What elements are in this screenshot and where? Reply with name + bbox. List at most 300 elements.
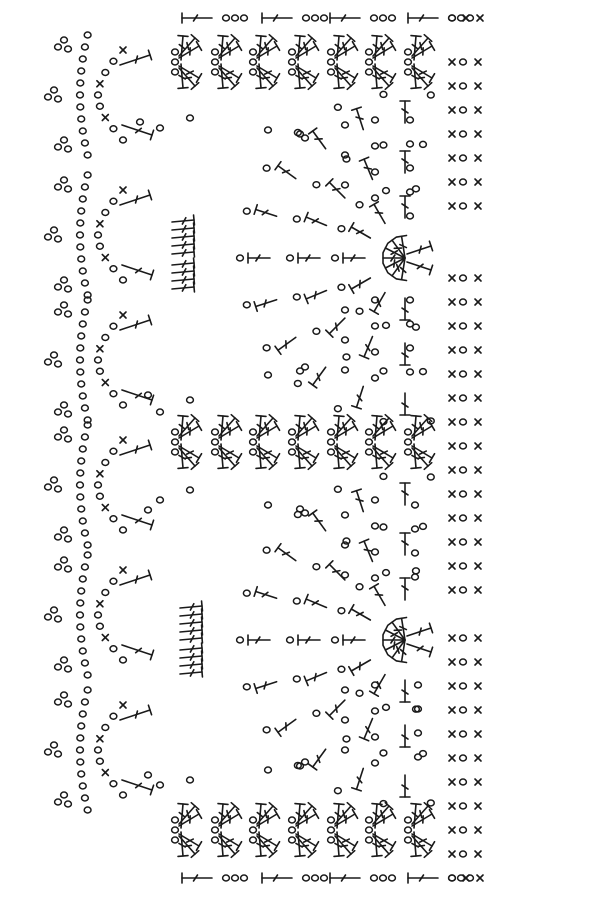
single-crochet-stitch bbox=[477, 875, 483, 881]
chain-stitch bbox=[77, 600, 84, 606]
chain-stitch bbox=[172, 837, 179, 843]
chain-stitch bbox=[250, 439, 257, 445]
double-crochet-stitch bbox=[407, 623, 433, 636]
chain-stitch bbox=[460, 299, 467, 305]
chain-stitch bbox=[77, 232, 84, 238]
chain-stitch bbox=[61, 302, 68, 308]
double-crochet-stitch bbox=[304, 594, 326, 607]
chain-stitch bbox=[302, 510, 309, 516]
double-crochet-stitch bbox=[400, 578, 410, 600]
chain-stitch bbox=[77, 345, 84, 351]
chain-stitch bbox=[460, 731, 467, 737]
chain-stitch bbox=[460, 131, 467, 137]
chain-stitch bbox=[372, 497, 379, 503]
chain-stitch bbox=[45, 749, 52, 755]
chain-stitch bbox=[303, 875, 310, 881]
chain-stitch bbox=[82, 564, 89, 570]
chain-stitch bbox=[366, 59, 373, 65]
chain-stitch bbox=[65, 566, 72, 572]
chain-stitch bbox=[293, 294, 300, 300]
chain-stitch bbox=[61, 427, 68, 433]
double-crochet-stitch bbox=[330, 873, 360, 883]
single-crochet-stitch bbox=[475, 395, 481, 401]
double-crochet-stitch bbox=[172, 223, 194, 233]
chain-stitch bbox=[78, 256, 85, 262]
single-crochet-stitch bbox=[475, 755, 481, 761]
chain-stitch bbox=[372, 734, 379, 740]
chain-stitch bbox=[250, 827, 257, 833]
chain-stitch bbox=[460, 371, 467, 377]
chain-stitch bbox=[82, 280, 89, 286]
single-crochet-stitch bbox=[475, 59, 481, 65]
double-crochet-stitch bbox=[122, 515, 154, 530]
chain-stitch bbox=[110, 646, 117, 652]
chain-stitch bbox=[172, 69, 179, 75]
double-crochet-stitch bbox=[262, 873, 292, 883]
chain-stitch bbox=[372, 549, 379, 555]
chain-stitch bbox=[303, 15, 310, 21]
double-crochet-stitch bbox=[326, 179, 345, 198]
chain-stitch bbox=[460, 683, 467, 689]
chain-stitch bbox=[332, 637, 339, 643]
chain-stitch bbox=[412, 550, 419, 556]
chain-stitch bbox=[383, 570, 390, 576]
chain-stitch bbox=[55, 284, 62, 290]
single-crochet-stitch bbox=[477, 15, 483, 21]
chain-stitch bbox=[55, 664, 62, 670]
chain-stitch bbox=[263, 345, 270, 351]
chain-stitch bbox=[460, 395, 467, 401]
double-crochet-stitch bbox=[407, 262, 433, 275]
chain-stitch bbox=[405, 837, 412, 843]
chain-stitch bbox=[61, 137, 68, 143]
chain-stitch bbox=[407, 117, 414, 123]
single-crochet-stitch bbox=[475, 155, 481, 161]
chain-stitch bbox=[343, 354, 350, 360]
double-crochet-stitch bbox=[275, 719, 296, 736]
single-crochet-stitch bbox=[475, 299, 481, 305]
single-crochet-stitch bbox=[449, 563, 455, 569]
chain-stitch bbox=[82, 660, 89, 666]
double-crochet-stitch bbox=[180, 633, 202, 643]
double-crochet-stitch bbox=[400, 151, 410, 173]
double-crochet-stitch bbox=[370, 202, 385, 224]
double-crochet-stitch bbox=[352, 386, 364, 408]
chain-stitch bbox=[293, 676, 300, 682]
chain-stitch bbox=[145, 772, 152, 778]
chain-stitch bbox=[77, 369, 84, 375]
single-crochet-stitch bbox=[449, 203, 455, 209]
single-crochet-stitch bbox=[449, 395, 455, 401]
chain-stitch bbox=[78, 381, 85, 387]
chain-stitch bbox=[287, 637, 294, 643]
chain-stitch bbox=[289, 439, 296, 445]
chain-stitch bbox=[380, 91, 387, 97]
chain-stitch bbox=[110, 391, 117, 397]
double-crochet-stitch bbox=[349, 223, 371, 238]
single-crochet-stitch bbox=[475, 179, 481, 185]
chain-stitch bbox=[212, 69, 219, 75]
double-crochet-stitch bbox=[400, 343, 410, 365]
chain-stitch bbox=[82, 405, 89, 411]
chain-stitch bbox=[145, 507, 152, 513]
chain-stitch bbox=[172, 429, 179, 435]
chain-stitch bbox=[289, 69, 296, 75]
single-crochet-stitch bbox=[475, 515, 481, 521]
chain-stitch bbox=[342, 512, 349, 518]
chain-stitch bbox=[212, 827, 219, 833]
chain-stitch bbox=[55, 751, 62, 757]
single-crochet-stitch bbox=[97, 221, 103, 227]
chain-stitch bbox=[460, 107, 467, 113]
chain-stitch bbox=[356, 690, 363, 696]
double-crochet-stitch bbox=[254, 587, 276, 599]
chain-stitch bbox=[55, 184, 62, 190]
chain-stitch bbox=[372, 143, 379, 149]
chain-stitch bbox=[460, 419, 467, 425]
single-crochet-stitch bbox=[475, 83, 481, 89]
chain-stitch bbox=[405, 59, 412, 65]
chain-stitch bbox=[110, 126, 117, 132]
chain-stitch bbox=[372, 323, 379, 329]
chain-stitch bbox=[380, 368, 387, 374]
double-crochet-stitch bbox=[254, 205, 276, 217]
chain-stitch bbox=[172, 439, 179, 445]
double-crochet-stitch bbox=[370, 584, 385, 606]
double-crochet-stitch bbox=[180, 651, 202, 661]
double-crochet-stitch bbox=[180, 601, 202, 611]
single-crochet-stitch bbox=[120, 47, 126, 53]
chain-stitch bbox=[212, 59, 219, 65]
single-crochet-stitch bbox=[475, 371, 481, 377]
double-crochet-stitch bbox=[407, 241, 433, 254]
chain-stitch bbox=[380, 473, 387, 479]
chain-stitch bbox=[55, 44, 62, 50]
chain-stitch bbox=[65, 801, 72, 807]
chain-stitch bbox=[383, 704, 390, 710]
chain-stitch bbox=[55, 564, 62, 570]
double-crochet-stitch bbox=[326, 561, 345, 580]
chain-stitch bbox=[372, 708, 379, 714]
chain-stitch bbox=[313, 710, 320, 716]
chain-stitch bbox=[460, 659, 467, 665]
chain-stitch bbox=[84, 552, 91, 558]
single-crochet-stitch bbox=[120, 702, 126, 708]
chain-stitch bbox=[55, 534, 62, 540]
chain-stitch bbox=[460, 203, 467, 209]
chain-stitch bbox=[407, 297, 414, 303]
chain-stitch bbox=[65, 666, 72, 672]
chain-stitch bbox=[95, 612, 102, 618]
chain-stitch bbox=[84, 672, 91, 678]
chain-stitch bbox=[313, 182, 320, 188]
chain-stitch bbox=[405, 429, 412, 435]
chain-stitch bbox=[102, 335, 109, 341]
chain-stitch bbox=[223, 875, 230, 881]
chain-stitch bbox=[328, 837, 335, 843]
chain-stitch bbox=[460, 635, 467, 641]
double-crochet-stitch bbox=[180, 659, 202, 669]
chain-stitch bbox=[312, 15, 319, 21]
chain-stitch bbox=[342, 122, 349, 128]
single-crochet-stitch bbox=[475, 131, 481, 137]
chain-stitch bbox=[78, 506, 85, 512]
single-crochet-stitch bbox=[475, 779, 481, 785]
single-crochet-stitch bbox=[449, 131, 455, 137]
chain-stitch bbox=[293, 216, 300, 222]
chain-stitch bbox=[342, 307, 349, 313]
chain-stitch bbox=[243, 302, 250, 308]
chain-stitch bbox=[372, 523, 379, 529]
chain-stitch bbox=[265, 502, 272, 508]
chain-stitch bbox=[243, 590, 250, 596]
chain-stitch bbox=[120, 277, 127, 283]
chain-stitch bbox=[250, 449, 257, 455]
double-crochet-stitch bbox=[180, 643, 202, 653]
chain-stitch bbox=[79, 56, 86, 62]
double-crochet-stitch bbox=[400, 725, 410, 747]
chain-stitch bbox=[84, 807, 91, 813]
double-crochet-stitch bbox=[326, 700, 345, 719]
chain-stitch bbox=[321, 15, 328, 21]
chain-stitch bbox=[241, 15, 248, 21]
chain-stitch bbox=[77, 759, 84, 765]
chain-stitch bbox=[51, 227, 58, 233]
chain-stitch bbox=[294, 380, 301, 386]
chain-stitch bbox=[157, 125, 164, 131]
chain-stitch bbox=[78, 116, 85, 122]
chain-stitch bbox=[102, 590, 109, 596]
chain-stitch bbox=[157, 497, 164, 503]
double-crochet-stitch bbox=[349, 660, 371, 675]
chain-stitch bbox=[172, 817, 179, 823]
double-crochet-stitch bbox=[359, 539, 372, 561]
chain-stitch bbox=[79, 576, 86, 582]
chain-stitch bbox=[120, 137, 127, 143]
double-crochet-stitch bbox=[359, 157, 372, 179]
chain-stitch bbox=[328, 439, 335, 445]
chain-stitch bbox=[77, 735, 84, 741]
chain-stitch bbox=[427, 92, 434, 98]
chain-stitch bbox=[79, 196, 86, 202]
single-crochet-stitch bbox=[475, 563, 481, 569]
double-crochet-stitch bbox=[326, 318, 345, 337]
chain-stitch bbox=[332, 255, 339, 261]
single-crochet-stitch bbox=[449, 827, 455, 833]
chain-stitch bbox=[78, 458, 85, 464]
single-crochet-stitch bbox=[475, 347, 481, 353]
chain-stitch bbox=[187, 397, 194, 403]
chain-stitch bbox=[342, 367, 349, 373]
chain-stitch bbox=[77, 244, 84, 250]
double-crochet-stitch bbox=[180, 609, 202, 619]
double-crochet-stitch bbox=[400, 298, 410, 320]
chain-stitch bbox=[427, 800, 434, 806]
chain-stitch bbox=[342, 152, 349, 158]
chain-stitch bbox=[407, 345, 414, 351]
double-crochet-stitch bbox=[254, 300, 276, 312]
single-crochet-stitch bbox=[475, 539, 481, 545]
chain-stitch bbox=[45, 359, 52, 365]
chain-stitch bbox=[65, 411, 72, 417]
chain-stitch bbox=[55, 309, 62, 315]
single-crochet-stitch bbox=[475, 275, 481, 281]
single-crochet-stitch bbox=[449, 635, 455, 641]
double-crochet-stitch bbox=[400, 101, 410, 123]
double-crochet-stitch bbox=[304, 291, 326, 304]
chain-stitch bbox=[312, 875, 319, 881]
chain-stitch bbox=[366, 439, 373, 445]
chain-stitch bbox=[55, 486, 62, 492]
single-crochet-stitch bbox=[97, 736, 103, 742]
chain-stitch bbox=[97, 103, 104, 109]
chain-stitch bbox=[82, 140, 89, 146]
chain-stitch bbox=[313, 328, 320, 334]
double-crochet-stitch bbox=[172, 247, 194, 257]
chain-stitch bbox=[366, 817, 373, 823]
single-crochet-stitch bbox=[102, 115, 108, 121]
chain-stitch bbox=[172, 59, 179, 65]
chain-stitch bbox=[338, 284, 345, 290]
chain-stitch bbox=[460, 155, 467, 161]
chain-stitch bbox=[265, 372, 272, 378]
chain-stitch bbox=[84, 687, 91, 693]
chain-stitch bbox=[82, 44, 89, 50]
double-crochet-stitch bbox=[172, 231, 194, 241]
chain-stitch bbox=[460, 803, 467, 809]
chain-stitch bbox=[110, 448, 117, 454]
chain-stitch bbox=[77, 470, 84, 476]
chain-stitch bbox=[250, 837, 257, 843]
chain-stitch bbox=[77, 747, 84, 753]
chain-stitch bbox=[110, 198, 117, 204]
single-crochet-stitch bbox=[449, 707, 455, 713]
chain-stitch bbox=[77, 220, 84, 226]
double-crochet-stitch bbox=[172, 239, 194, 249]
single-crochet-stitch bbox=[475, 635, 481, 641]
chain-stitch bbox=[460, 491, 467, 497]
chain-stitch bbox=[84, 172, 91, 178]
chain-stitch bbox=[172, 827, 179, 833]
double-crochet-stitch bbox=[383, 640, 405, 654]
double-crochet-stitch bbox=[180, 625, 202, 635]
chain-stitch bbox=[334, 104, 341, 110]
chain-stitch bbox=[289, 49, 296, 55]
single-crochet-stitch bbox=[449, 59, 455, 65]
chain-stitch bbox=[289, 837, 296, 843]
double-crochet-stitch bbox=[304, 212, 326, 225]
chain-stitch bbox=[79, 268, 86, 274]
chain-stitch bbox=[415, 682, 422, 688]
double-crochet-stitch bbox=[370, 293, 385, 315]
chain-stitch bbox=[407, 369, 414, 375]
chain-stitch bbox=[51, 742, 58, 748]
chain-stitch bbox=[55, 361, 62, 367]
double-crochet-stitch bbox=[407, 644, 433, 657]
double-crochet-stitch bbox=[408, 873, 438, 883]
double-crochet-stitch bbox=[400, 775, 410, 797]
single-crochet-stitch bbox=[475, 467, 481, 473]
chain-stitch bbox=[405, 449, 412, 455]
chain-stitch bbox=[328, 59, 335, 65]
chain-stitch bbox=[61, 557, 68, 563]
single-crochet-stitch bbox=[449, 323, 455, 329]
chain-stitch bbox=[389, 875, 396, 881]
chain-stitch bbox=[372, 195, 379, 201]
chain-stitch bbox=[243, 208, 250, 214]
single-crochet-stitch bbox=[102, 255, 108, 261]
double-crochet-stitch bbox=[309, 749, 326, 770]
chain-stitch bbox=[77, 92, 84, 98]
single-crochet-stitch bbox=[475, 107, 481, 113]
chain-stitch bbox=[232, 15, 239, 21]
chain-stitch bbox=[172, 49, 179, 55]
single-crochet-stitch bbox=[449, 83, 455, 89]
chain-stitch bbox=[102, 210, 109, 216]
single-crochet-stitch bbox=[449, 347, 455, 353]
chain-stitch bbox=[265, 767, 272, 773]
chain-stitch bbox=[61, 657, 68, 663]
chain-stitch bbox=[212, 429, 219, 435]
chain-stitch bbox=[372, 169, 379, 175]
chain-stitch bbox=[356, 202, 363, 208]
double-crochet-stitch bbox=[343, 635, 365, 645]
double-crochet-stitch bbox=[180, 667, 202, 677]
chain-stitch bbox=[460, 707, 467, 713]
chain-stitch bbox=[157, 409, 164, 415]
chain-stitch bbox=[366, 49, 373, 55]
chain-stitch bbox=[328, 817, 335, 823]
chain-stitch bbox=[77, 357, 84, 363]
chain-stitch bbox=[383, 188, 390, 194]
single-crochet-stitch bbox=[449, 107, 455, 113]
chain-stitch bbox=[187, 777, 194, 783]
double-crochet-stitch bbox=[349, 605, 371, 620]
chain-stitch bbox=[263, 547, 270, 553]
chain-stitch bbox=[102, 70, 109, 76]
chain-stitch bbox=[250, 49, 257, 55]
chain-stitch bbox=[460, 347, 467, 353]
chain-stitch bbox=[407, 213, 414, 219]
chain-stitch bbox=[212, 439, 219, 445]
chain-stitch bbox=[61, 177, 68, 183]
chain-stitch bbox=[342, 687, 349, 693]
chain-stitch bbox=[407, 321, 414, 327]
chain-stitch bbox=[78, 333, 85, 339]
chain-stitch bbox=[82, 184, 89, 190]
chain-stitch bbox=[97, 758, 104, 764]
chain-stitch bbox=[328, 69, 335, 75]
single-crochet-stitch bbox=[449, 587, 455, 593]
single-crochet-stitch bbox=[102, 380, 108, 386]
chain-stitch bbox=[371, 875, 378, 881]
single-crochet-stitch bbox=[449, 851, 455, 857]
double-crochet-stitch bbox=[172, 266, 194, 276]
chain-stitch bbox=[334, 406, 341, 412]
chain-stitch bbox=[55, 799, 62, 805]
chain-stitch bbox=[321, 875, 328, 881]
double-crochet-stitch bbox=[400, 393, 410, 415]
chain-stitch bbox=[250, 59, 257, 65]
chain-stitch bbox=[45, 234, 52, 240]
chain-stitch bbox=[356, 584, 363, 590]
chain-stitch bbox=[460, 275, 467, 281]
single-crochet-stitch bbox=[102, 505, 108, 511]
double-crochet-stitch bbox=[383, 258, 405, 272]
chain-stitch bbox=[343, 736, 350, 742]
chain-stitch bbox=[79, 648, 86, 654]
chain-stitch bbox=[265, 127, 272, 133]
